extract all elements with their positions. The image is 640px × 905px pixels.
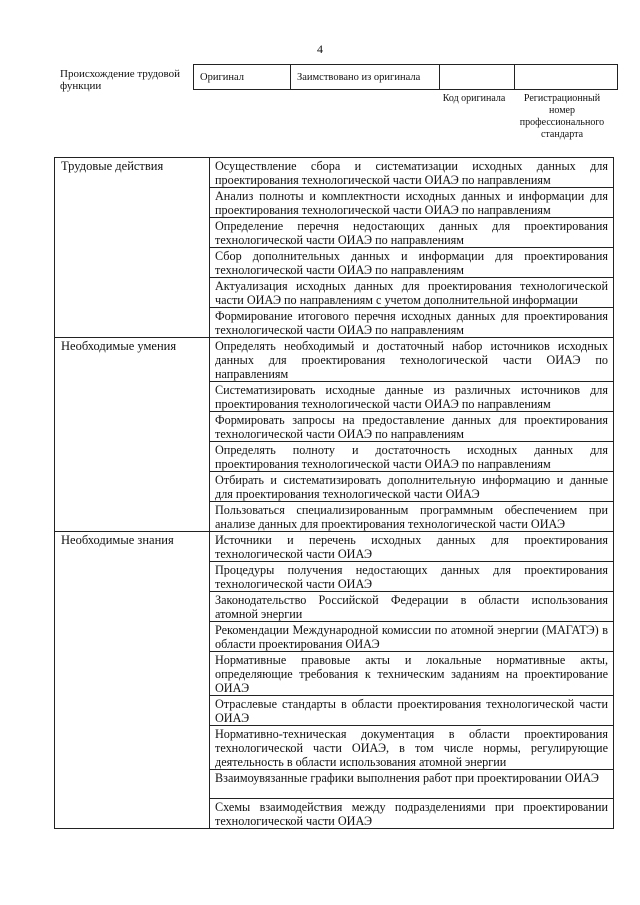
code-caption: Код оригинала bbox=[442, 93, 506, 104]
list-item: Актуализация исходных данных для проектирования технологической части ОИАЭ по направлениям с учетом дополнительной информации bbox=[210, 278, 613, 308]
origin-original-cell: Оригинал bbox=[194, 65, 291, 90]
items-cell bbox=[210, 338, 614, 532]
origin-table bbox=[193, 64, 618, 90]
list-item: Нормативно-техническая документация в области проектирования технологической части ОИАЭ, в том числе нормы, регулирующие деятельность в области использования атомной энергии bbox=[210, 726, 613, 770]
list-item: Пользоваться специализированным программным обеспечением при анализе данных для проектирования технологической части ОИАЭ bbox=[215, 503, 608, 531]
origin-label: Происхождение трудовой функции bbox=[60, 68, 181, 92]
section-row bbox=[55, 532, 614, 829]
category-label: Трудовые действия bbox=[55, 158, 210, 338]
origin-reg-cell bbox=[515, 65, 618, 90]
list-item: Законодательство Российской Федерации в области использования атомной энергии bbox=[210, 592, 613, 622]
list-item: Отбирать и систематизировать дополнительную информацию и данные для проектирования технологической части ОИАЭ bbox=[210, 472, 613, 502]
category-label: Необходимые умения bbox=[55, 338, 210, 532]
list-item: Нормативные правовые акты и локальные нормативные акты, определяющие требования к техническим заданиям на проектирование ОИАЭ bbox=[210, 652, 613, 696]
list-item: Источники и перечень исходных данных для проектирования технологической части ОИАЭ bbox=[210, 532, 613, 562]
list-item: Схемы взаимодействия между подразделениями при проектировании технологической части ОИАЭ bbox=[215, 800, 608, 828]
list-item: Сбор дополнительных данных и информации для проектирования технологической части ОИАЭ по направлениям bbox=[210, 248, 613, 278]
list-item: Взаимоувязанные графики выполнения работ при проектировании ОИАЭ bbox=[210, 770, 613, 799]
origin-borrowed-cell: Заимствовано из оригинала bbox=[291, 65, 440, 90]
list-item: Отраслевые стандарты в области проектирования технологической части ОИАЭ bbox=[210, 696, 613, 726]
list-item: Систематизировать исходные данные из различных источников для проектирования технологической части ОИАЭ по направлениям bbox=[210, 382, 613, 412]
section-row bbox=[55, 338, 614, 532]
category-label: Необходимые знания bbox=[55, 532, 210, 829]
page-number: 4 bbox=[317, 42, 323, 56]
list-item: Осуществление сбора и систематизации исходных данных для проектирования технологической части ОИАЭ по направлениям bbox=[210, 158, 613, 188]
list-item: Формировать запросы на предоставление данных для проектирования технологической части ОИАЭ по направлениям bbox=[210, 412, 613, 442]
items-cell bbox=[210, 532, 614, 829]
section-row bbox=[55, 158, 614, 338]
list-item: Процедуры получения недостающих данных для проектирования технологической части ОИАЭ bbox=[210, 562, 613, 592]
items-cell bbox=[210, 158, 614, 338]
reg-number-caption: Регистрационный номер профессионального стандарта bbox=[519, 93, 605, 140]
list-item: Определять полноту и достаточность исходных данных для проектирования технологической части ОИАЭ по направлениям bbox=[210, 442, 613, 472]
list-item: Определение перечня недостающих данных для проектирования технологической части ОИАЭ по направлениям bbox=[210, 218, 613, 248]
list-item: Формирование итогового перечня исходных данных для проектирования технологической части ОИАЭ по направлениям bbox=[215, 309, 608, 337]
origin-code-cell bbox=[440, 65, 515, 90]
competency-table bbox=[54, 157, 614, 829]
list-item: Анализ полноты и комплектности исходных данных и информации для проектирования технологической части ОИАЭ по направлениям bbox=[210, 188, 613, 218]
list-item: Рекомендации Международной комиссии по атомной энергии (МАГАТЭ) в области проектирования ОИАЭ bbox=[210, 622, 613, 652]
list-item: Определять необходимый и достаточный набор источников исходных данных для проектирования технологической части ОИАЭ по направлениям bbox=[210, 338, 613, 382]
